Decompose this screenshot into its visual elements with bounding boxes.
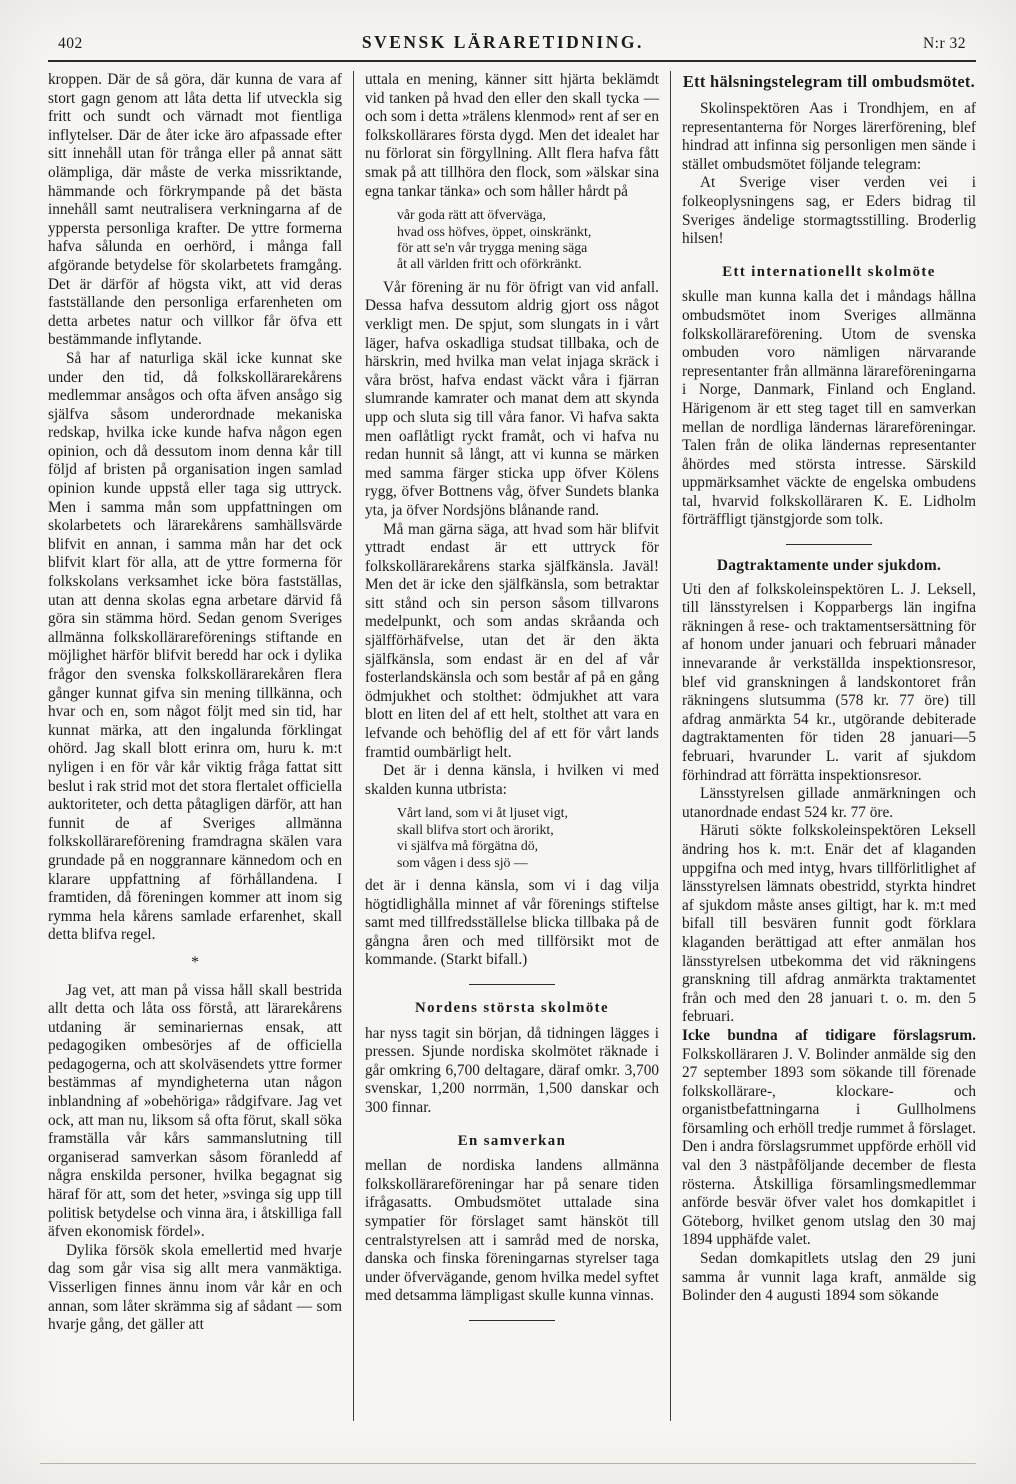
column-divider-1 [353,71,354,1421]
verse-line: skall blifva stort och ärorikt, [397,821,554,837]
column-left [48,71,342,1421]
paragraph: Skolinspektören Aas i Trondhjem, en af representanterna för Norges lärerförening, blef hindrad att infinna sig personligen men sände i stället ombudsmötet följande telegram: [682,100,976,173]
section-divider-star: * [191,953,199,971]
verse-line: vår goda rätt att öfverväga, [397,207,547,223]
run-in-heading: Icke bundna af tidigare förslagsrum. [682,1026,976,1044]
column-right [682,71,976,1421]
paragraph: Icke bundna af tidigare förslagsrum. Folkskolläraren J. V. Bolinder anmälde sig den 27 september 1893 som sökande till förenade folkskollärare-, klockare- och organistbefattningarna i Gullholmens församling och erhöll tredje rummet å förslaget. Den i andra förslagsrummet uppförde erhöll vid val den 3 nästpåföljande december de flesta rösterna. Åtskilliga församlingsmedlemmar anförde besvär öfver valet hos domkapitlet i Göteborg, hvilket genom utslag den 30 maj 1894 upphäfde valet. [682,1026,976,1249]
article-subheadline: Dagtraktamente under sjukdom. [716,557,942,575]
section-heading: Ett internationellt skolmöte [722,263,936,280]
paragraph: Jag vet, att man på vissa håll skall bestrida allt detta och låta oss förstå, att lärarekårens utdaning är seminariernas ensak, att pedagogiken ombesörjes af de officiella pedagogerna, och att skolväsendets yttre former bestämmas af myndigheterna utan någon inblandning af »obehöriga» rådgifvare. Jag vet ock, att man nu, liksom så ofta förut, skall söka framställa vår kårs sammanslutning till organiserad samverkan såsom föranledd af några enskilda personer, hvilka begagnat sig häraf för att, som det heter, »svinga sig upp till politisk betydelse och vinna ära, i åtskilliga fall äfven ekonomisk fördel». [48,981,342,1241]
section-divider-rule [469,984,555,985]
paragraph: At Sverige viser verden vei i folkeoplysningens sag, er Eders bidrag til Sveriges ändelige stormagtsstilling. Broderlig hilsen! [682,174,976,248]
running-head [48,32,976,60]
verse-line: hvad oss höfves, öppet, oinskränkt, [397,223,592,239]
article-headline: Ett hälsningstelegram till ombudsmötet. [682,72,976,91]
paragraph: Länsstyrelsen gillade anmärkningen och utanordnade endast 524 kr. 77 öre. [682,785,976,821]
section-heading: En samverkan [457,1132,567,1149]
paragraph: Vår förening är nu för öfrigt van vid anfall. Dessa hafva dessutom aldrig gjort oss något verkligt men. De spjut, som slungats in i vårt läger, hafva oskadliga studsat tillbaka, och de härskrin, med hvilka man velat injaga skräck i våra bröst, hafva endast väckt våra i fjärran slumrande kamrater och manat dem att skynda upp och sluta sig till våra fanor. Vi hafva sakta men oaflåtligt ryckt framåt, och vi hafva nu redan hunnit så långt, att vi kunna se märken med samma färger sticka upp öfver Kölens rygg, öfver Bottnens våg, öfver Sundets blanka yta, ja öfver Nordsjöns blånande rand. [365,278,659,519]
paragraph: har nyss tagit sin början, då tidningen lägges i pressen. Sjunde nordiska skolmötet räknade i går omkring 6,700 deltagare, däraf omkr. 3,700 svenskar, 1,200 norrmän, 1,500 danskar och 300 finnar. [365,1024,659,1116]
verse-line: som vågen i dess sjö — [397,854,528,870]
section-divider-rule [786,544,872,545]
columns-container [48,71,976,1421]
verse-line: Vårt land, som vi åt ljuset vigt, [397,805,568,821]
footer-rule [40,1463,976,1464]
paragraph: mellan de nordiska landens allmänna folkskollärareföreningar har på senare tiden ifrågasatts. Ombudsmötet uttalade sina sympatier för förslaget samt hänsköt till centralstyrelsen att i samråd med de norska, danska och finska föreningarnas styrelser taga under öfvervägande, genom hvilka medel syftet med detsamma lämpligast skulle kunna vinnas. [365,1157,659,1305]
paragraph: Må man gärna säga, att hvad som här blifvit yttradt endast är ett uttryck för folkskollärarekårens starka själfkänsla. Javäl! Men det är icke den själfkänsla, som betraktar sitt stånd och sin person såsom tillvarons medelpunkt, och som andas skråanda och själfförhäfvelse, utan det är den äkta själfkänsla, som endast är en del af vår fosterlandskänsla och som består af på en gång ödmjukhet och stolthet: ödmjukhet att vara blott en liten del af ett helt, stolthet att vara en lefvande och behöflig del af ett för vårt lands framtid oumbärligt helt. [365,520,659,761]
paragraph: det är i denna känsla, som vi i dag vilja högtidlighålla minnet af vår förenings stiftelse samt med tillfredsställelse blicka tillbaka på de gångna åren och med tillförsikt mot de kommande. (Starkt bifall.) [365,877,659,969]
header-rule [48,60,976,62]
column-divider-2 [670,71,671,1421]
paragraph: kroppen. Där de så göra, där kunna de vara af stort gagn genom att låta detta lif utveckla sig fritt och sundt och värnadt mot fientliga inflytelser. Där de åter icke äro afpassade efter sitt innehåll utan för trånga eller på annat sätt olämpliga, där måste de verka missriktande, hämmande och förkrympande på det bästa innehåll samt neutralisera verkningarna af de yppersta personliga krafter. De yttre formerna hafva sålunda en oerhörd, i många fall afgörande betydelse för skolarbetets framgång. Det är därför af högsta vikt, att vid deras fastställande den personliga erfarenheten om detta arbetes natur och villkor får öfva ett bestämmande inflytande. [48,71,342,349]
paragraph: Dylika försök skola emellertid med hvarje dag som går visa sig allt mera vanmäktiga. Visserligen finnes ännu inom vår kår en och annan, som låter skrämma sig af sådant — som hvarje gång, det gäller att [48,1241,342,1334]
column-middle [365,71,659,1421]
paragraph: Uti den af folkskoleinspektören L. J. Leksell, till länsstyrelsen i Kopparbergs län ingifna räkningen å rese- och traktamentsersättning för af honom under januari och februari månader innevarande år verkställda inspektionsresor, blef vid granskningen å landskontoret från räkningens slutsumma (578 kr. 77 öre) till afdrag anmärkta 54 kr., utgörande debiterade dagtraktamenten för tiden 28 januari—5 februari, hvarunder L. varit af sjukdom förhindrad att förrätta inspektionsresor. [682,580,976,784]
section-heading: Nordens största skolmöte [415,1000,609,1016]
paragraph: uttala en mening, känner sitt hjärta beklämdt vid tanken på hvad den eller den skall tycka — och som i detta »trälens klenmod» rent af ser en folkskollärares första dygd. Men det idealet har nu förlorat sin förgyllning. Allt flera hafva fått smak på att tillhöra den flock, som »älskar sina egna tankar tänka» och som håller hårdt på [365,71,659,200]
paragraph: Så har af naturliga skäl icke kunnat ske under den tid, då folkskollärarekårens medlemmar ansågos och ofta äfven ansågo sig själfva såsom underordnade mekaniska redskap, hvilka icke kunde hafva någon egen opinion, och då dessutom inom denna kår till följd af bristen på organisation ingen samlad opinion kunde uppstå eller taga sig uttryck. Men i samma mån som uppfattningen om skolarbetets och lärarekårens samhällsvärde blifvit en annan, i samma mån har det ock blifvit klart för alla, att de yttre formerna för folkskolans verksamhet icke böra fastställas, utan att denna skolas egna arbetare därvid få göra sin stämma hörd. Sedan genom Sveriges allmänna folkskollärareförenings stiftande en möjlighet härför blifvit beredd har ock i dylika frågor den svenska folkskollärarekåren flera gånger kunnat gifva sin mening tillkänna, och hvar och en, som något följt med sin tid, har kunnat märka, att den ingalunda förklingat ohörd. Jag skall blott erinra om, huru k. m:t nyligen i en för vår kår viktig fråga fattat sitt beslut i rak strid mot det stora flertalet officiella auktoriteter, och detta påtagligen därför, att han funnit de af Sveriges allmänna folkskollärareförening framdragna skälen vara grundade på en noggrannare kännedom och en klarare uppfattning af förhållandena. I framtiden, då föreningen kommer att inom sig rymma hela kårens samlade erfarenhet, skall detta blifva regel. [48,349,342,944]
paragraph: skulle man kunna kalla det i måndags hållna ombudsmötet inom Sveriges allmänna folkskollärareförening. Utom de svenska ombuden voro nämligen närvarande representanter från allmänna lärareföreningarna i Norge, Danmark, Finland och England. Härigenom är ett steg taget till en samverkan mellan de nordliga ländernas lärareföreningar. Talen från de olika ländernas representanter åhördes med största intresse. Särskild uppmärksamhet väckte de engelska ombudens tal, hvarvid folkskolläraren K. E. Lidholm förträffligt tjänstgjorde som tolk. [682,288,976,529]
paragraph: Det är i denna känsla, i hvilken vi med skalden kunna utbrista: [365,762,659,798]
masthead-title: SVENSK LÄRARETIDNING. [361,32,644,52]
verse [397,207,659,273]
issue-number: N:r 32 [922,35,966,52]
verse-line: vi själfva må förgätna dö, [397,838,539,854]
verse-line: för att se'n vår trygga mening säga [397,239,588,255]
paragraph: Sedan domkapitlets utslag den 29 juni samma år vunnit laga kraft, anmälde sig Bolinder den 4 augusti 1894 som sökande [682,1250,976,1305]
section-divider-rule [469,1320,555,1321]
page-number: 402 [58,35,83,52]
paragraph: Häruti sökte folkskoleinspektören Leksell ändring hos k. m:t. Enär det af klaganden uppgifna och med intyg, hvars tillförlitlighet af länsstyrelsen lämnats obestridd, styrkta hindret af sjukdom måste anses giltigt, har k. m:t med bifall till besvären funnit godt förklara klaganden berättigad att efter anmälan hos länsstyrelsen utbekomma det vid räkningens granskning till afdrag anmärkta traktamentet från och med den 28 januari t. o. m. den 5 februari. [682,822,976,1026]
verse-line: åt all världen fritt och oförkränkt. [397,256,582,272]
verse [397,805,659,871]
